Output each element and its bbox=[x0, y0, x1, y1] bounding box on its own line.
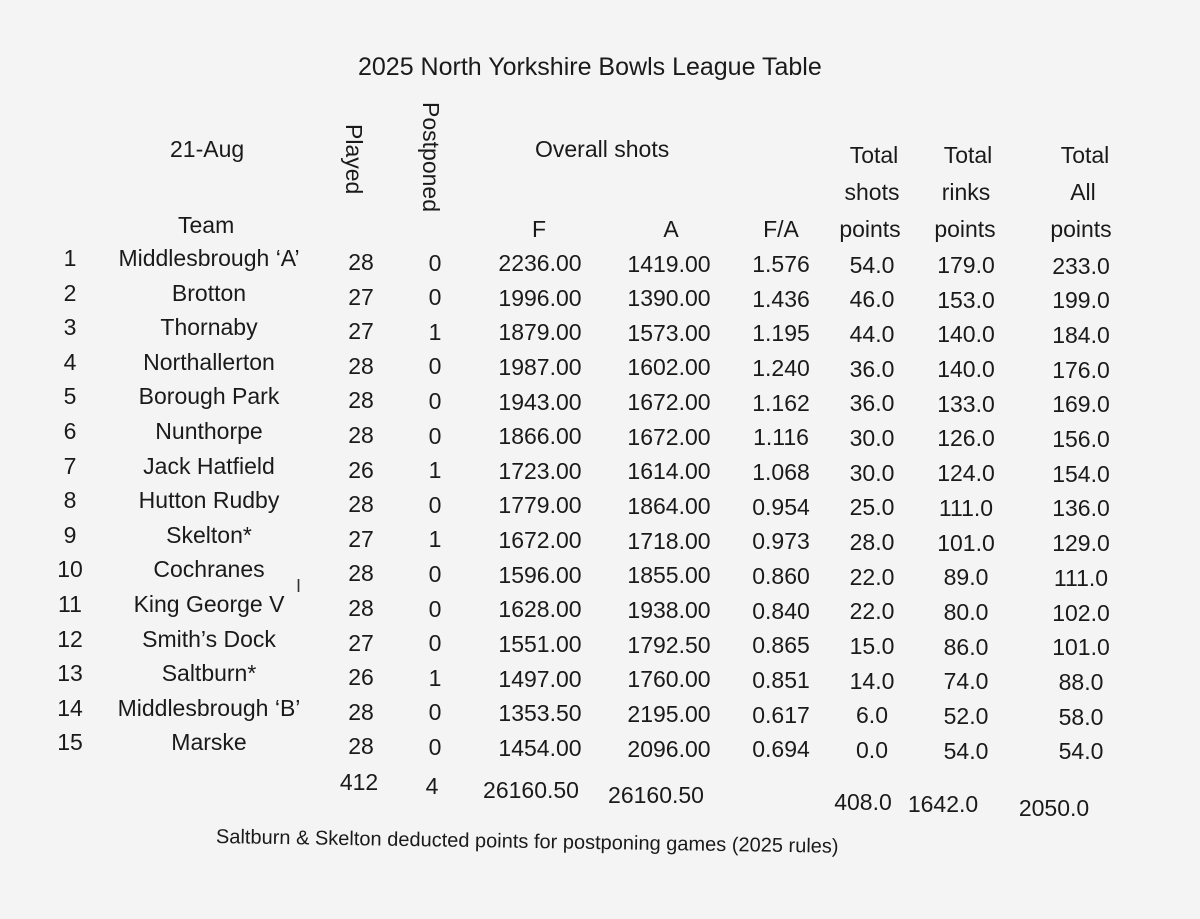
cell-for: 2236.00 bbox=[498, 250, 582, 276]
cell-all-points: 102.0 bbox=[1052, 599, 1110, 626]
cell-position: 1 bbox=[63, 245, 77, 271]
cell-rinks-points: 140.0 bbox=[937, 356, 995, 383]
cell-position: 7 bbox=[63, 452, 77, 479]
cell-played: 28 bbox=[348, 733, 374, 760]
header-ratio: F/A bbox=[763, 216, 799, 242]
cell-team: Middlesbrough ‘B’ bbox=[117, 694, 301, 721]
cell-all-points: 58.0 bbox=[1058, 703, 1104, 730]
cell-for: 1879.00 bbox=[498, 319, 582, 346]
cell-shots-points: 30.0 bbox=[849, 459, 895, 486]
cell-shots-points: 6.0 bbox=[856, 702, 888, 729]
cell-position: 6 bbox=[63, 418, 77, 444]
cell-played: 28 bbox=[348, 595, 374, 621]
cell-postponed: 1 bbox=[428, 457, 442, 484]
cell-ratio: 1.240 bbox=[752, 354, 810, 381]
cell-rinks-points: 179.0 bbox=[937, 252, 995, 278]
cell-for: 1454.00 bbox=[498, 734, 582, 761]
cell-shots-points: 15.0 bbox=[849, 632, 895, 659]
total-played: 412 bbox=[339, 769, 379, 795]
cell-for: 1497.00 bbox=[498, 665, 582, 692]
cell-against: 2195.00 bbox=[627, 700, 711, 727]
cell-rinks-points: 52.0 bbox=[943, 702, 989, 729]
total-for: 26160.50 bbox=[483, 777, 579, 803]
cell-all-points: 184.0 bbox=[1052, 321, 1110, 348]
cell-rinks-points: 124.0 bbox=[937, 460, 995, 487]
cell-shots-points: 22.0 bbox=[849, 563, 895, 590]
cell-for: 1723.00 bbox=[498, 457, 582, 484]
cell-rinks-points: 140.0 bbox=[937, 321, 995, 348]
date-label: 21-Aug bbox=[170, 136, 245, 162]
cell-position: 13 bbox=[57, 660, 83, 687]
cell-all-points: 176.0 bbox=[1052, 356, 1110, 383]
cell-position: 3 bbox=[63, 314, 77, 341]
cell-ratio: 0.860 bbox=[752, 562, 810, 589]
cell-for: 1987.00 bbox=[498, 353, 582, 380]
cell-postponed: 1 bbox=[428, 318, 442, 345]
header-played: Played bbox=[341, 124, 367, 195]
cell-rinks-points: 54.0 bbox=[943, 737, 989, 764]
cell-for: 1866.00 bbox=[498, 423, 582, 450]
cell-shots-points: 36.0 bbox=[849, 390, 895, 417]
cell-ratio: 1.068 bbox=[752, 458, 810, 485]
cell-postponed: 1 bbox=[428, 526, 442, 553]
cell-team: Brotton bbox=[171, 279, 247, 306]
cell-position: 2 bbox=[63, 279, 77, 306]
header-shots-points-2: shots bbox=[844, 179, 900, 205]
cell-team: Cochranes bbox=[153, 556, 265, 583]
header-overall-shots: Overall shots bbox=[535, 136, 670, 162]
cell-shots-points: 22.0 bbox=[849, 598, 895, 625]
cell-rinks-points: 89.0 bbox=[943, 564, 989, 591]
cell-all-points: 88.0 bbox=[1058, 668, 1104, 695]
cell-position: 14 bbox=[57, 694, 83, 721]
cell-shots-points: 25.0 bbox=[849, 494, 895, 521]
header-all-points-2: All bbox=[1070, 179, 1096, 205]
cell-shots-points: 36.0 bbox=[849, 355, 895, 382]
cell-postponed: 0 bbox=[428, 422, 442, 449]
cell-for: 1672.00 bbox=[498, 527, 582, 554]
total-postponed: 4 bbox=[425, 773, 439, 799]
cell-against: 1390.00 bbox=[627, 285, 711, 312]
cell-team: Thornaby bbox=[160, 314, 258, 341]
cell-all-points: 54.0 bbox=[1058, 738, 1104, 765]
footnote: Saltburn & Skelton deducted points for postponing games (2025 rules) bbox=[215, 826, 839, 858]
cell-rinks-points: 153.0 bbox=[937, 286, 995, 313]
cell-shots-points: 54.0 bbox=[849, 251, 895, 278]
cell-position: 15 bbox=[57, 729, 83, 756]
cell-team: Borough Park bbox=[138, 383, 280, 410]
cell-ratio: 0.973 bbox=[752, 528, 810, 555]
cell-played: 26 bbox=[348, 664, 374, 691]
cell-played: 28 bbox=[348, 249, 374, 275]
cell-ratio: 0.694 bbox=[752, 736, 810, 763]
cell-shots-points: 28.0 bbox=[849, 528, 895, 555]
cell-postponed: 0 bbox=[428, 561, 442, 588]
cell-position: 8 bbox=[63, 487, 77, 514]
cell-played: 28 bbox=[348, 491, 374, 518]
cell-rinks-points: 101.0 bbox=[937, 529, 995, 556]
cell-for: 1628.00 bbox=[498, 596, 582, 623]
cell-ratio: 0.617 bbox=[752, 701, 810, 728]
cell-for: 1996.00 bbox=[498, 284, 582, 311]
cell-rinks-points: 86.0 bbox=[943, 633, 989, 660]
header-for: F bbox=[531, 216, 547, 242]
header-shots-points-3: points bbox=[839, 216, 901, 242]
cell-played: 27 bbox=[348, 318, 374, 345]
cell-all-points: 136.0 bbox=[1052, 495, 1110, 522]
cell-team: Saltburn* bbox=[161, 660, 257, 687]
cell-ratio: 0.851 bbox=[752, 666, 810, 693]
cell-shots-points: 30.0 bbox=[849, 424, 895, 451]
cell-postponed: 0 bbox=[428, 595, 442, 622]
cell-against: 1672.00 bbox=[627, 423, 711, 450]
cell-postponed: 0 bbox=[428, 284, 442, 311]
cell-for: 1779.00 bbox=[498, 492, 582, 519]
cell-all-points: 154.0 bbox=[1052, 460, 1110, 487]
cell-against: 1718.00 bbox=[627, 527, 711, 554]
cell-postponed: 0 bbox=[428, 630, 442, 657]
cell-all-points: 111.0 bbox=[1053, 564, 1109, 591]
cell-against: 1602.00 bbox=[627, 354, 711, 381]
cell-postponed: 0 bbox=[428, 353, 442, 380]
cell-postponed: 0 bbox=[428, 734, 442, 761]
cell-team: Marske bbox=[171, 729, 247, 756]
cell-against: 1792.50 bbox=[627, 631, 711, 658]
header-all-points-3: points bbox=[1050, 216, 1112, 242]
cell-played: 26 bbox=[348, 456, 374, 483]
cell-against: 1760.00 bbox=[627, 666, 711, 693]
cell-against: 1614.00 bbox=[627, 458, 711, 485]
cell-played: 27 bbox=[348, 283, 374, 310]
cell-all-points: 169.0 bbox=[1052, 391, 1110, 418]
cell-played: 28 bbox=[348, 352, 374, 379]
cell-ratio: 1.116 bbox=[753, 424, 809, 451]
cell-all-points: 233.0 bbox=[1052, 252, 1110, 279]
cell-team: Middlesbrough ‘A’ bbox=[118, 245, 300, 271]
header-rinks-points-3: points bbox=[934, 216, 996, 242]
cell-shots-points: 44.0 bbox=[849, 320, 895, 347]
header-rinks-points-1: Total bbox=[943, 142, 993, 168]
total-rinks-points: 1642.0 bbox=[907, 791, 979, 817]
cell-played: 28 bbox=[348, 560, 374, 587]
cell-for: 1353.50 bbox=[498, 700, 582, 727]
cell-against: 2096.00 bbox=[627, 735, 711, 762]
cell-played: 28 bbox=[348, 698, 374, 725]
cell-team: Skelton* bbox=[166, 521, 252, 548]
cell-postponed: 0 bbox=[428, 491, 442, 518]
cell-against: 1855.00 bbox=[627, 562, 711, 589]
total-shots-points: 408.0 bbox=[834, 789, 892, 815]
cell-for: 1943.00 bbox=[498, 388, 582, 415]
cell-ratio: 0.954 bbox=[752, 493, 810, 520]
total-all-points: 2050.0 bbox=[1018, 795, 1090, 821]
cell-against: 1938.00 bbox=[627, 596, 711, 623]
table-title: 2025 North Yorkshire Bowls League Table bbox=[358, 53, 822, 81]
cell-for: 1551.00 bbox=[498, 630, 582, 657]
cell-position: 9 bbox=[63, 521, 77, 548]
cell-position: 5 bbox=[63, 383, 77, 410]
cell-ratio: 1.436 bbox=[752, 285, 810, 312]
cell-position: 12 bbox=[57, 625, 83, 652]
cell-position: 4 bbox=[63, 348, 77, 375]
cell-postponed: 0 bbox=[428, 699, 442, 726]
header-team: Team bbox=[178, 212, 235, 238]
cell-played: 27 bbox=[348, 629, 374, 656]
cell-shots-points: 14.0 bbox=[849, 667, 895, 694]
cell-all-points: 199.0 bbox=[1052, 287, 1110, 314]
header-against: A bbox=[663, 216, 679, 242]
cell-team: King George V bbox=[133, 591, 285, 617]
header-postponed: Postponed bbox=[418, 102, 444, 212]
cell-rinks-points: 126.0 bbox=[937, 425, 995, 452]
cell-shots-points: 46.0 bbox=[849, 286, 895, 313]
cell-rinks-points: 111.0 bbox=[938, 494, 994, 521]
cell-against: 1573.00 bbox=[627, 319, 711, 346]
cell-postponed: 0 bbox=[428, 249, 442, 276]
cell-played: 28 bbox=[348, 422, 374, 448]
header-all-points-1: Total bbox=[1060, 142, 1110, 168]
cell-team: Smith’s Dock bbox=[142, 625, 276, 652]
cell-ratio: 0.865 bbox=[752, 632, 810, 659]
cell-ratio: 1.195 bbox=[752, 320, 810, 347]
cell-rinks-points: 74.0 bbox=[943, 668, 989, 695]
cell-team: Hutton Rudby bbox=[138, 487, 280, 514]
cell-postponed: 1 bbox=[428, 664, 442, 691]
cell-ratio: 1.576 bbox=[752, 251, 810, 277]
cell-rinks-points: 133.0 bbox=[937, 390, 995, 417]
cell-for: 1596.00 bbox=[498, 561, 582, 588]
cell-all-points: 129.0 bbox=[1052, 530, 1110, 557]
cell-played: 28 bbox=[348, 387, 374, 414]
cell-position: 10 bbox=[57, 556, 83, 583]
header-rinks-points-2: rinks bbox=[941, 179, 991, 205]
header-shots-points-1: Total bbox=[849, 142, 899, 168]
cell-team: Nunthorpe bbox=[155, 418, 263, 444]
cell-against: 1672.00 bbox=[627, 389, 711, 416]
cell-all-points: 156.0 bbox=[1052, 426, 1110, 453]
cell-played: 27 bbox=[348, 525, 374, 552]
cell-shots-points: 0.0 bbox=[856, 736, 888, 763]
cell-postponed: 0 bbox=[428, 387, 442, 414]
cell-against: 1864.00 bbox=[627, 493, 711, 519]
cell-team: Northallerton bbox=[143, 348, 275, 375]
cell-team: Jack Hatfield bbox=[143, 452, 275, 479]
cell-ratio: 1.162 bbox=[752, 389, 810, 416]
total-against: 26160.50 bbox=[608, 782, 704, 808]
cell-all-points: 101.0 bbox=[1052, 634, 1110, 661]
text-cursor-icon: I bbox=[296, 576, 302, 596]
cell-ratio: 0.840 bbox=[752, 597, 810, 624]
cell-against: 1419.00 bbox=[627, 250, 711, 277]
cell-rinks-points: 80.0 bbox=[943, 598, 989, 625]
cell-position: 11 bbox=[58, 591, 82, 617]
